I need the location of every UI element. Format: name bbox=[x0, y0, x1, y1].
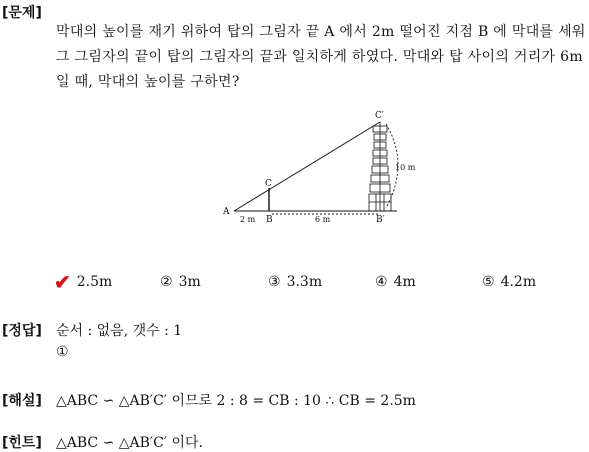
choice-2[interactable] bbox=[160, 274, 201, 290]
label-len-tower: 10 m bbox=[395, 163, 416, 172]
explanation-text: △ABC ∽ △AB′C′ 이므로 2 : 8 = CB : 10 ∴ CB = 2.5m bbox=[56, 393, 416, 409]
tower bbox=[369, 122, 391, 211]
answer-info: 순서 : 없음, 갯수 : 1 bbox=[56, 323, 183, 339]
label-b-prime: B′ bbox=[376, 215, 385, 225]
answer-value: ① bbox=[56, 344, 69, 360]
choice-5-number: ⑤ bbox=[482, 274, 495, 290]
choice-1-text: 2.5m bbox=[76, 274, 113, 290]
choice-4[interactable] bbox=[375, 274, 416, 290]
problem-label: [문제] bbox=[2, 5, 42, 21]
label-len-ab: 2 m bbox=[240, 215, 256, 224]
choice-2-text: 3m bbox=[178, 274, 201, 290]
choice-5-text: 4.2m bbox=[500, 274, 537, 290]
sun-ray-line bbox=[234, 122, 380, 211]
label-c-prime: C′ bbox=[375, 111, 384, 121]
answer-label: [정답] bbox=[2, 323, 42, 339]
explanation-label: [해설] bbox=[2, 393, 42, 409]
label-b: B bbox=[266, 215, 273, 225]
choice-3-text: 3.3m bbox=[286, 274, 323, 290]
label-a: A bbox=[223, 207, 230, 217]
choice-3[interactable] bbox=[268, 274, 322, 290]
choice-1[interactable] bbox=[54, 270, 113, 294]
choice-2-number: ② bbox=[160, 274, 173, 290]
check-mark-icon: ✔ bbox=[54, 270, 71, 294]
figure-diagram bbox=[220, 104, 420, 234]
label-len-bb: 6 m bbox=[315, 215, 331, 224]
label-c: C bbox=[265, 179, 272, 189]
choice-4-text: 4m bbox=[393, 274, 416, 290]
problem-text: 막대의 높이를 재기 위하여 탑의 그림자 끝 A 에서 2m 떨어진 지점 B 에 막대를 세워 그 그림자의 끝이 탑의 그림자의 끝과 일치하게 하였다. 막대와 탑 사이의 거리가 6m 일 때, 막대의 높이를 구하면? bbox=[56, 24, 586, 90]
hint-text: △ABC ∽ △AB′C′ 이다. bbox=[56, 435, 203, 451]
choice-5[interactable] bbox=[482, 274, 536, 290]
choice-4-number: ④ bbox=[375, 274, 388, 290]
choice-3-number: ③ bbox=[268, 274, 281, 290]
hint-label: [힌트] bbox=[2, 435, 42, 451]
